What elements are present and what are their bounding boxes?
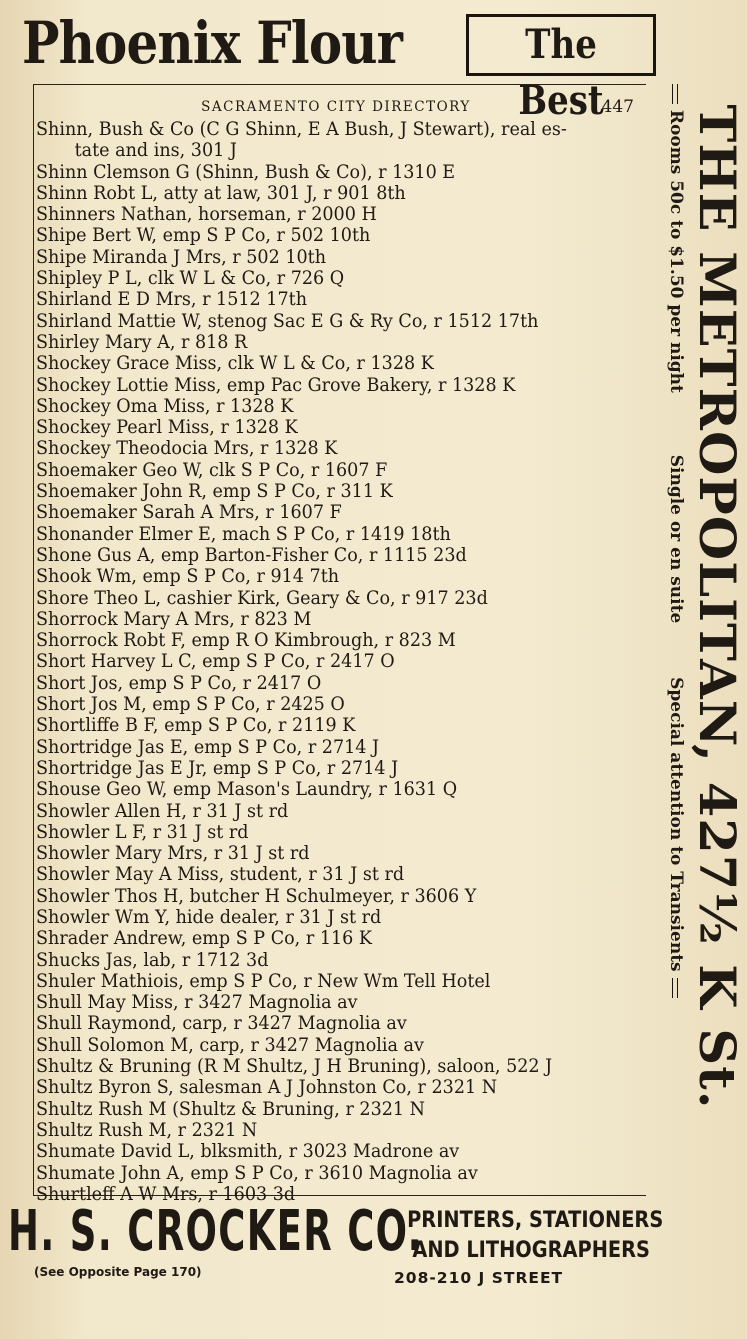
directory-entry <box>36 630 636 651</box>
entry-text: Shurtleff A W Mrs, r 1603 3d <box>36 1183 296 1205</box>
directory-entry <box>36 907 636 928</box>
directory-entry <box>36 992 636 1013</box>
directory-listing <box>36 119 636 1205</box>
directory-entry <box>36 289 636 310</box>
directory-entry <box>36 566 636 587</box>
directory-entry <box>36 1013 636 1034</box>
entry-text: Shipley P L, clk W L & Co, r 726 Q <box>36 268 345 290</box>
directory-entry <box>36 971 636 992</box>
running-header <box>36 96 636 118</box>
directory-entry <box>36 1077 636 1098</box>
rates-text: Rooms 50c to $1.50 per night <box>666 109 686 393</box>
directory-entry <box>36 375 636 396</box>
directory-entry <box>36 886 636 907</box>
entry-text: Shockey Oma Miss, r 1328 K <box>36 395 294 417</box>
entry-text: Shoemaker Sarah A Mrs, r 1607 F <box>36 502 342 524</box>
directory-entry <box>36 758 636 779</box>
entry-text: Shipe Miranda J Mrs, r 502 10th <box>36 246 327 268</box>
entry-text: Showler Thos H, butcher H Schulmeyer, r 3606 Y <box>36 885 477 907</box>
entry-text: Showler Wm Y, hide dealer, r 31 J st rd <box>36 906 382 928</box>
entry-text: Shortridge Jas E Jr, emp S P Co, r 2714 J <box>36 757 399 779</box>
phoenix-flour-brand: Phoenix Flour <box>22 9 403 77</box>
directory-entry-continuation <box>36 140 636 161</box>
directory-entry <box>36 481 636 502</box>
entry-text: Showler Mary Mrs, r 31 J st rd <box>36 843 310 865</box>
entry-text: Shull Solomon M, carp, r 3427 Magnolia av <box>36 1034 424 1056</box>
entry-text: Shorrock Robt F, emp R O Kimbrough, r 823 M <box>36 630 456 652</box>
entry-text: Shumate John A, emp S P Co, r 3610 Magnolia av <box>36 1162 478 1184</box>
entry-text: Shuler Mathiois, emp S P Co, r New Wm Tell Hotel <box>36 970 491 992</box>
crocker-company-name: H. S. CROCKER CO. <box>8 1199 423 1264</box>
directory-title: SACRAMENTO CITY DIRECTORY <box>201 99 471 115</box>
rule-divider <box>673 978 679 998</box>
entry-text: Shoemaker John R, emp S P Co, r 311 K <box>36 481 393 503</box>
directory-entry <box>36 694 636 715</box>
crocker-address: 208-210 J STREET <box>394 1269 564 1287</box>
entry-text: Shull May Miss, r 3427 Magnolia av <box>36 992 358 1014</box>
directory-entry <box>36 779 636 800</box>
directory-entry <box>36 1120 636 1141</box>
directory-entry <box>36 183 636 204</box>
directory-entry <box>36 268 636 289</box>
entry-text: Shirland Mattie W, stenog Sac E G & Ry Co, r 1512 17th <box>36 310 539 332</box>
entry-text: Showler L F, r 31 J st rd <box>36 821 249 843</box>
directory-entry <box>36 801 636 822</box>
entry-text: Shonander Elmer E, mach S P Co, r 1419 18th <box>36 523 451 545</box>
entry-text: Shone Gus A, emp Barton-Fisher Co, r 1115 23d <box>36 544 467 566</box>
entry-text: Shumate David L, blksmith, r 3023 Madrone av <box>36 1141 460 1163</box>
directory-entry <box>36 417 636 438</box>
directory-entry <box>36 247 636 268</box>
entry-text: Shull Raymond, carp, r 3427 Magnolia av <box>36 1013 407 1035</box>
the-best-tag: The Best <box>518 21 604 124</box>
entry-text: Shinners Nathan, horseman, r 2000 H <box>36 204 377 226</box>
metropolitan-side-advertisement <box>646 84 746 1194</box>
entry-text: Shoemaker Geo W, clk S P Co, r 1607 F <box>36 459 388 481</box>
entry-text: Shucks Jas, lab, r 1712 3d <box>36 949 269 971</box>
directory-entry <box>36 609 636 630</box>
directory-entry <box>36 928 636 949</box>
directory-entry <box>36 950 636 971</box>
entry-text: Shook Wm, emp S P Co, r 914 7th <box>36 566 340 588</box>
directory-entry <box>36 204 636 225</box>
services-line-1: PRINTERS, STATIONERS <box>407 1208 664 1233</box>
entry-text: Shockey Theodocia Mrs, r 1328 K <box>36 438 338 460</box>
entry-text: tate and ins, 301 J <box>74 140 237 162</box>
rooms-text: Single or en suite <box>666 454 686 624</box>
entry-text: Shortliffe B F, emp S P Co, r 2119 K <box>36 715 356 737</box>
entry-text: Shirland E D Mrs, r 1512 17th <box>36 289 307 311</box>
directory-entry <box>36 715 636 736</box>
entry-text: Shipe Bert W, emp S P Co, r 502 10th <box>36 225 371 247</box>
directory-entry <box>36 864 636 885</box>
entry-text: Short Jos, emp S P Co, r 2417 O <box>36 672 322 694</box>
entry-text: Shouse Geo W, emp Mason's Laundry, r 1631 Q <box>36 779 458 801</box>
directory-entry <box>36 119 636 140</box>
entry-text: Shockey Pearl Miss, r 1328 K <box>36 417 298 439</box>
entry-text: Showler Allen H, r 31 J st rd <box>36 800 289 822</box>
directory-entry <box>36 225 636 246</box>
directory-entry <box>36 737 636 758</box>
directory-entry <box>36 311 636 332</box>
directory-entry <box>36 460 636 481</box>
metropolitan-headline: THE METROPOLITAN, 427½ K St. <box>688 104 747 1110</box>
entry-text: Shore Theo L, cashier Kirk, Geary & Co, r 917 23d <box>36 587 488 609</box>
entry-text: Shinn Clemson G (Shinn, Bush & Co), r 1310 E <box>36 161 456 183</box>
entry-text: Shultz Rush M (Shultz & Bruning, r 2321 N <box>36 1098 426 1120</box>
entry-text: Short Harvey L C, emp S P Co, r 2417 O <box>36 651 395 673</box>
rule-divider <box>673 84 679 104</box>
entry-text: Showler May A Miss, student, r 31 J st rd <box>36 864 405 886</box>
entry-text: Shockey Grace Miss, clk W L & Co, r 1328 K <box>36 353 434 375</box>
directory-entry <box>36 1141 636 1162</box>
directory-entry <box>36 438 636 459</box>
directory-entry <box>36 1056 636 1077</box>
entry-text: Short Jos M, emp S P Co, r 2425 O <box>36 694 345 716</box>
directory-entry <box>36 524 636 545</box>
metropolitan-details <box>662 84 690 1124</box>
directory-entry <box>36 1099 636 1120</box>
directory-entry <box>36 673 636 694</box>
entry-text: Shinn, Bush & Co (C G Shinn, E A Bush, J Stewart), real es- <box>36 119 567 140</box>
directory-entry <box>36 545 636 566</box>
entry-text: Shorrock Mary A Mrs, r 823 M <box>36 608 312 630</box>
directory-entry <box>36 162 636 183</box>
directory-entry <box>36 843 636 864</box>
directory-entry <box>36 1035 636 1056</box>
directory-entry <box>36 651 636 672</box>
entry-text: Shortridge Jas E, emp S P Co, r 2714 J <box>36 736 380 758</box>
crocker-advertisement <box>8 1200 746 1339</box>
page-reference: (See Opposite Page 170) <box>34 1265 202 1279</box>
crocker-services <box>407 1206 664 1266</box>
directory-entry <box>36 396 636 417</box>
directory-entry <box>36 353 636 374</box>
entry-text: Shrader Andrew, emp S P Co, r 116 K <box>36 928 373 950</box>
entry-text: Shultz Rush M, r 2321 N <box>36 1119 258 1141</box>
page-number: 447 <box>601 97 634 117</box>
entry-text: Shockey Lottie Miss, emp Pac Grove Bakery, r 1328 K <box>36 374 516 396</box>
directory-entry <box>36 1163 636 1184</box>
services-line-2: AND LITHOGRAPHERS <box>412 1238 650 1263</box>
directory-entry <box>36 502 636 523</box>
entry-text: Shirley Mary A, r 818 R <box>36 331 248 353</box>
entry-text: Shultz & Bruning (R M Shultz, J H Bruning), saloon, 522 J <box>36 1056 553 1078</box>
entry-text: Shultz Byron S, salesman A J Johnston Co, r 2321 N <box>36 1077 498 1099</box>
entry-text: Shinn Robt L, atty at law, 301 J, r 901 8th <box>36 182 406 204</box>
directory-entry <box>36 822 636 843</box>
directory-entry <box>36 332 636 353</box>
directory-entry <box>36 588 636 609</box>
transients-text: Special attention to Transients <box>666 677 686 972</box>
